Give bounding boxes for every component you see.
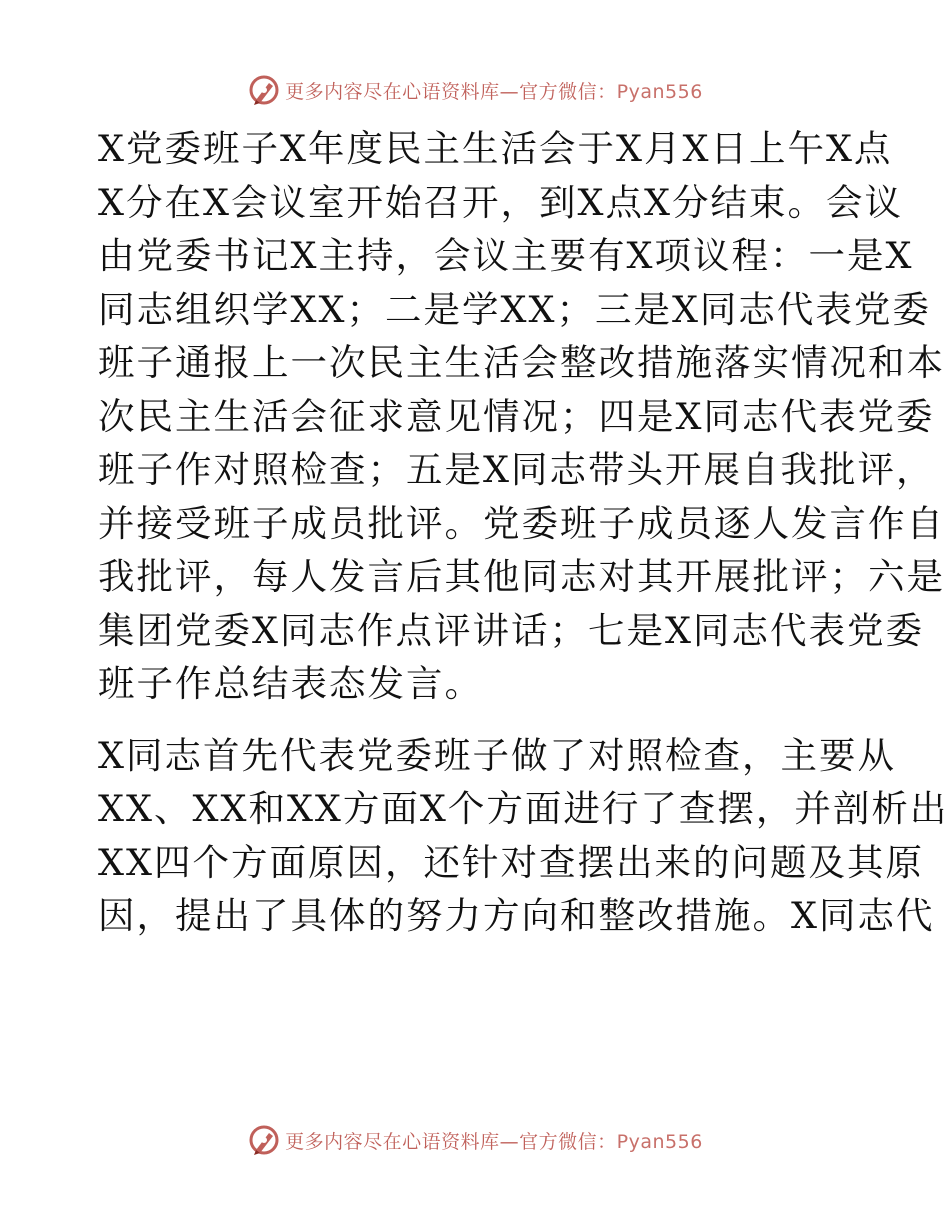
text-line: 因，提出了具体的努力方向和整改措施。X同志代 [98,894,935,937]
text-line: XX四个方面原因，还针对查摆出来的问题及其原 [98,840,924,884]
text-line: 并接受班子成员批评。党委班子成员逐人发言作自 [98,501,945,545]
pen-circle-logo-icon [247,73,281,107]
text-line: XX、XX和XX方面X个方面进行了查摆，并剖析出 [98,787,949,830]
paragraph-2 [98,729,949,943]
paragraph-1 [98,122,945,711]
text-line: 集团党委X同志作点评讲话；七是X同志代表党委 [98,608,924,652]
text-line: 班子通报上一次民主生活会整改措施落实情况和本 [98,341,945,384]
text-line: X同志首先代表党委班子做了对照检查，主要从 [98,733,896,777]
text-line: 由党委书记X主持，会议主要有X项议程：一是X [98,234,914,277]
text-line: 我批评，每人发言后其他同志对其开展批评；六是 [98,555,945,598]
text-line: 同志组织学XX；二是学XX；三是X同志代表党委 [98,287,931,331]
text-line: X党委班子X年度民主生活会于X月X日上午X点 [98,127,893,170]
watermark-text: 更多内容尽在心语资料库—官方微信：Pyan556 [285,1130,703,1153]
watermark-text: 更多内容尽在心语资料库—官方微信：Pyan556 [285,80,703,103]
text-line: X分在X会议室开始召开，到X点X分结束。会议 [98,180,903,224]
text-line: 班子作对照检查；五是X同志带头开展自我批评， [98,448,935,491]
text-line: 次民主生活会征求意见情况；四是X同志代表党委 [98,394,935,438]
document-body [98,122,949,943]
footer-watermark [0,1120,950,1160]
watermark-handle: Pyan556 [616,1130,703,1153]
header-watermark [0,70,950,110]
watermark-handle: Pyan556 [616,80,703,103]
pen-circle-logo-icon [247,1123,281,1157]
text-line: 班子作总结表态发言。 [98,662,483,705]
